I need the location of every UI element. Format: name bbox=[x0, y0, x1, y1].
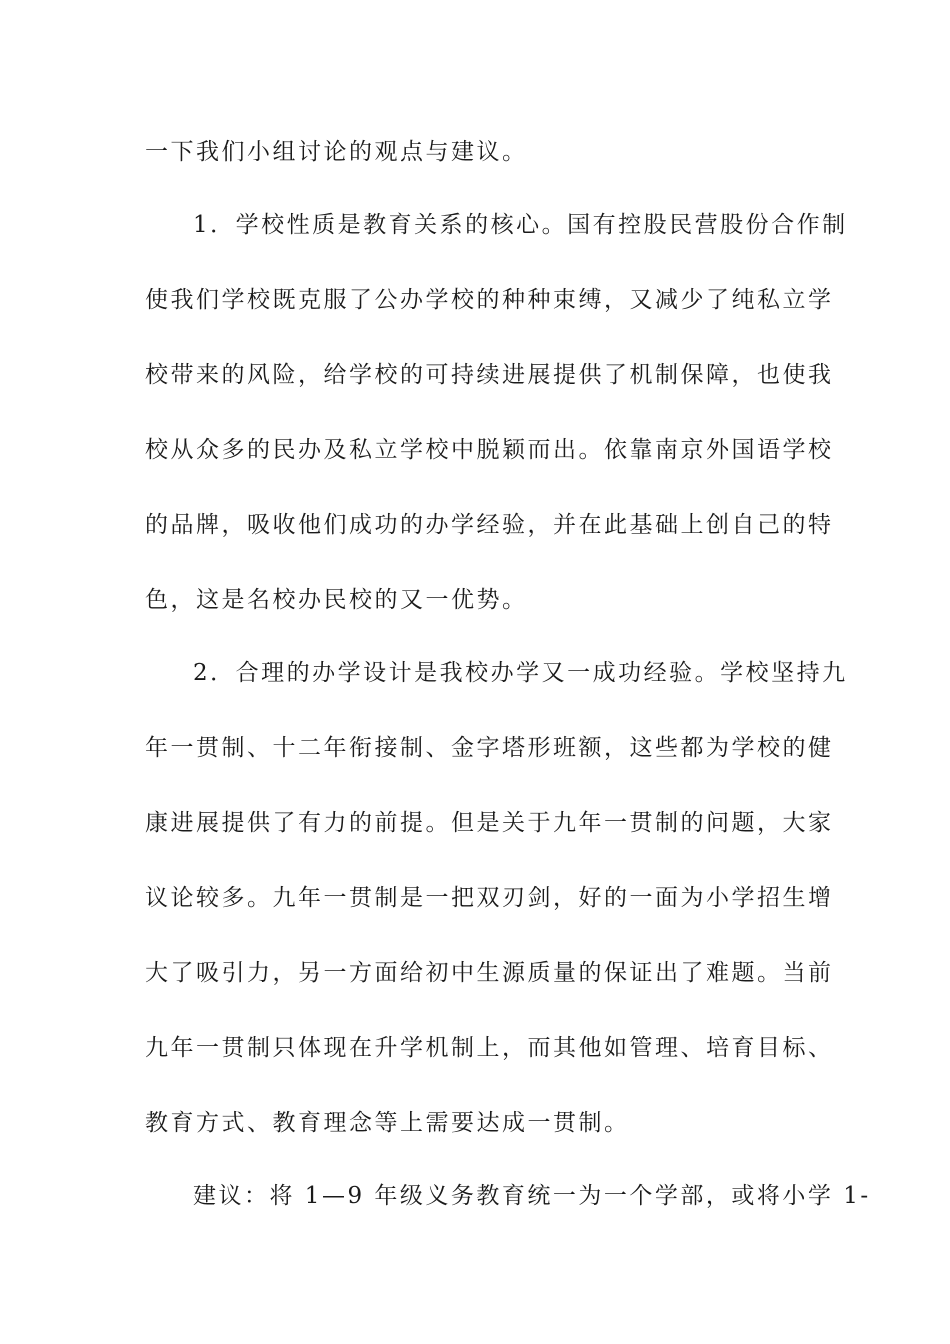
text-line: 色，这是名校办民校的又一优势。 bbox=[145, 587, 528, 613]
text-line: 建议：将 1—9 年级义务教育统一为一个学部，或将小学 1- bbox=[193, 1183, 871, 1209]
text-line: 校带来的风险，给学校的可持续进展提供了机制保障，也使我 bbox=[145, 362, 834, 388]
text-line: 九年一贯制只体现在升学机制上，而其他如管理、培育目标、 bbox=[145, 1035, 834, 1061]
text-line: 一下我们小组讨论的观点与建议。 bbox=[145, 139, 528, 165]
text-line: 康进展提供了有力的前提。但是关于九年一贯制的问题，大家 bbox=[145, 810, 834, 836]
text-line: 使我们学校既克服了公办学校的种种束缚，又减少了纯私立学 bbox=[145, 287, 834, 313]
text-line: 年一贯制、十二年衔接制、金字塔形班额，这些都为学校的健 bbox=[145, 735, 834, 761]
text-line: 议论较多。九年一贯制是一把双刃剑，好的一面为小学招生增 bbox=[145, 885, 834, 911]
text-line: 教育方式、教育理念等上需要达成一贯制。 bbox=[145, 1110, 630, 1136]
text-line: 2．合理的办学设计是我校办学又一成功经验。学校坚持九 bbox=[193, 660, 848, 686]
text-line: 校从众多的民办及私立学校中脱颖而出。依靠南京外国语学校 bbox=[145, 437, 834, 463]
text-line: 1．学校性质是教育关系的核心。国有控股民营股份合作制 bbox=[193, 212, 848, 238]
text-line: 的品牌，吸收他们成功的办学经验，并在此基础上创自己的特 bbox=[145, 512, 834, 538]
text-line: 大了吸引力，另一方面给初中生源质量的保证出了难题。当前 bbox=[145, 960, 834, 986]
